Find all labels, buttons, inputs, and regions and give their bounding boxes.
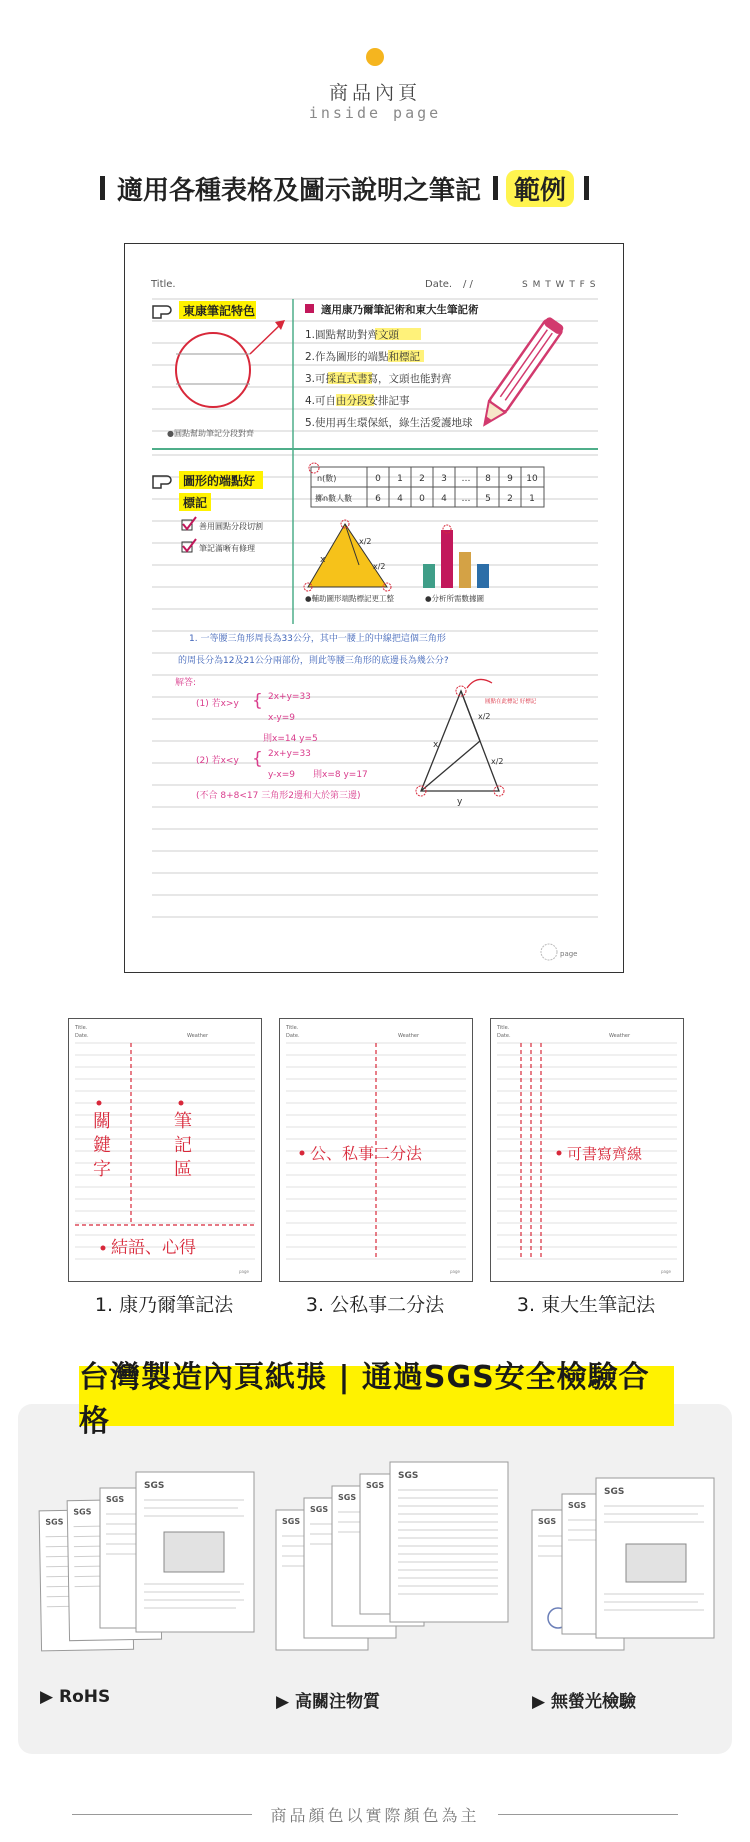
page-circle-icon [541, 944, 557, 960]
method-card-cornell [68, 1018, 262, 1282]
mini-weather: Weather [609, 1033, 631, 1039]
mini-title: Title. [497, 1025, 510, 1031]
mini-weather: Weather [398, 1033, 420, 1039]
table-cell: … [461, 474, 471, 484]
section2-title: 圖形的端點好 [183, 474, 256, 488]
report-label-rohs: ▶ RoHS [40, 1687, 111, 1707]
bar-graph [423, 525, 489, 588]
headline-bar-mid [493, 176, 498, 200]
footer [0, 1803, 750, 1826]
footer-rule-right [498, 1814, 678, 1815]
sgs-logo: SGS [144, 1481, 165, 1491]
table-cell: 4 [397, 494, 403, 504]
table-cell: 2 [507, 494, 513, 504]
method-caption: 1. 康乃爾筆記法 [94, 1294, 234, 1316]
headline-text: 適用各種表格及圖示說明之筆記 [117, 175, 482, 206]
header-title: 商品內頁 [328, 82, 421, 104]
handwriting-split: 公、私事二分法 [310, 1144, 423, 1163]
handwriting-align: 可書寫齊線 [567, 1145, 643, 1163]
mini-page: page [450, 1269, 460, 1274]
footer-note: 商品顏色以實際顏色為主 [270, 1806, 480, 1825]
nb-date-label: Date. [425, 279, 453, 290]
report-label-svhc: ▶ 高關注物質 [276, 1692, 380, 1712]
problem-line-1: 1. 一等腰三角形周長為33公分，其中一腰上的中線把這個三角形 [189, 634, 446, 644]
mini-title: Title. [286, 1025, 299, 1031]
circle-diagram [176, 333, 250, 407]
case2-eq2: y-x=9 [268, 770, 296, 780]
sgs-logo: SGS [73, 1507, 92, 1517]
nb-date-sep: / / [463, 279, 473, 290]
notebook-sample-page [124, 243, 624, 973]
method-card-split [279, 1018, 473, 1282]
section2-title-2: 標記 [183, 496, 208, 510]
problem-line-2: 的周長分為12及21公分兩部份，則此等腰三角形的底邊長為幾公分? [178, 656, 449, 666]
sketch-label-y: y [457, 797, 463, 807]
sample-photo [164, 1532, 224, 1572]
bars-caption: ●分析所需數據圖 [425, 594, 485, 603]
feature-item: 4.可自由分段安排記事 [305, 395, 410, 407]
mini-date: Date. [286, 1033, 300, 1039]
triangle-caption: ●輔助圖形端點標記更工整 [305, 594, 395, 603]
note-text: (不合 8+8<17 三角形2邊和大於第三邊) [196, 791, 361, 801]
case1-eq2: x-y=9 [268, 713, 296, 723]
section1-title: 東康筆記特色 [183, 304, 256, 318]
pencil-icon [476, 316, 565, 431]
square-bullet-icon [305, 304, 314, 313]
feature-item: 2.作為圖形的端點和標記 [305, 351, 421, 363]
table-cell: 1 [529, 494, 535, 504]
sketch-label-x2b: x/2 [491, 757, 504, 766]
sgs-logo: SGS [398, 1471, 419, 1481]
mini-page: page [239, 1269, 249, 1274]
sgs-logo: SGS [568, 1501, 587, 1510]
sgs-banner: 台灣製造內頁紙張 | 通過SGS安全檢驗合格 [79, 1366, 674, 1426]
sgs-logo: SGS [366, 1481, 385, 1490]
sgs-logo: SGS [282, 1517, 301, 1526]
page-label: page [560, 950, 578, 958]
sgs-logo: SGS [604, 1487, 625, 1497]
triangle-label: x/2 [359, 537, 372, 546]
table-cell: 1 [397, 474, 403, 484]
table-cell: 0 [419, 494, 425, 504]
feature-item: 3.可採直式書寫，文頭也能對齊 [305, 373, 452, 385]
headline-bar-right [584, 176, 589, 200]
circle-arrow [250, 325, 280, 354]
footer-rule-left [72, 1814, 252, 1815]
mini-date: Date. [75, 1033, 89, 1039]
triangle-label: x/2 [373, 562, 386, 571]
triangle-label: x [320, 555, 326, 565]
case1-cond: (1) 若x>y [196, 699, 239, 709]
brace-icon: { [252, 691, 263, 711]
sgs-logo: SGS [106, 1495, 125, 1504]
sgs-reports [18, 1450, 732, 1680]
case1-result: 則x=14 y=5 [263, 734, 318, 744]
mini-date: Date. [497, 1033, 511, 1039]
table-cell: 4 [441, 494, 447, 504]
table-cell: 10 [526, 474, 538, 484]
sample-photo [626, 1544, 686, 1582]
mini-title: Title. [75, 1025, 88, 1031]
answer-label: 解答: [175, 678, 197, 688]
headline [100, 168, 589, 208]
table-cell: 2 [419, 474, 425, 484]
case1-eq1: 2x+y=33 [268, 692, 311, 702]
table-cell: … [461, 494, 471, 504]
sgs-logo: SGS [338, 1493, 357, 1502]
handwriting-keyword: 關 鍵 字 [93, 1111, 111, 1180]
table-cell: 6 [375, 494, 381, 504]
marker-note: 圓點在此標記 好標記 [485, 699, 537, 705]
sketch-label-x: x [433, 740, 439, 750]
method-caption: 3. 東大生筆記法 [516, 1294, 656, 1316]
table-cell: 8 [485, 474, 491, 484]
nb-weekdays: S M T W T F S [522, 280, 597, 290]
case2-eq1: 2x+y=33 [268, 749, 311, 759]
report-stack-fluorescence [532, 1478, 714, 1650]
case2-cond: (2) 若x<y [196, 756, 239, 766]
method-card-todai [490, 1018, 684, 1282]
hand-pointer-icon [153, 476, 171, 488]
header-dot-icon [366, 48, 384, 66]
table-cell: 5 [485, 494, 491, 504]
nb-title-label: Title. [151, 279, 176, 290]
headline-badge: 範例 [506, 170, 574, 207]
report-stack-svhc [276, 1462, 508, 1650]
report-stack-rohs [39, 1472, 254, 1651]
mini-weather: Weather [187, 1033, 209, 1039]
method-caption: 3. 公私事二分法 [305, 1294, 445, 1316]
feature-item: 5.使用再生環保紙，綠生活愛護地球 [305, 417, 473, 429]
headline-bar-left [100, 176, 105, 200]
check2-label: 筆記滿晰有條理 [199, 544, 255, 553]
case2-result: 則x=8 y=17 [313, 770, 368, 780]
handwriting-summary: 結語、心得 [111, 1238, 196, 1258]
check1-label: 善用圓點分段切割 [199, 522, 263, 531]
table-cell: 3 [441, 474, 447, 484]
table-header: n(數) [317, 474, 337, 483]
mini-page: page [661, 1269, 671, 1274]
sgs-logo: SGS [310, 1505, 329, 1514]
handwriting-notes: 筆 記 區 [174, 1111, 192, 1180]
sgs-logo: SGS [538, 1517, 557, 1526]
brace-icon: { [252, 749, 263, 769]
hand-pointer-icon [153, 306, 171, 318]
features-title: 適用康乃爾筆記術和東大生筆記術 [321, 304, 479, 316]
table-cell: 9 [507, 474, 513, 484]
report-label-fluorescence: ▶ 無螢光檢驗 [532, 1692, 636, 1712]
header-subtitle: inside page [308, 104, 442, 122]
triangle-diagram [304, 520, 391, 591]
table-header: 擲n數人數 [315, 494, 353, 503]
sgs-logo: SGS [45, 1517, 64, 1527]
section1-caption: ●圓點幫助筆記分段對齊 [167, 429, 254, 438]
table-cell: 0 [375, 474, 381, 484]
feature-item: 1.圓點幫助對齊文頭 [305, 329, 400, 341]
sketch-label-x2: x/2 [478, 712, 491, 721]
